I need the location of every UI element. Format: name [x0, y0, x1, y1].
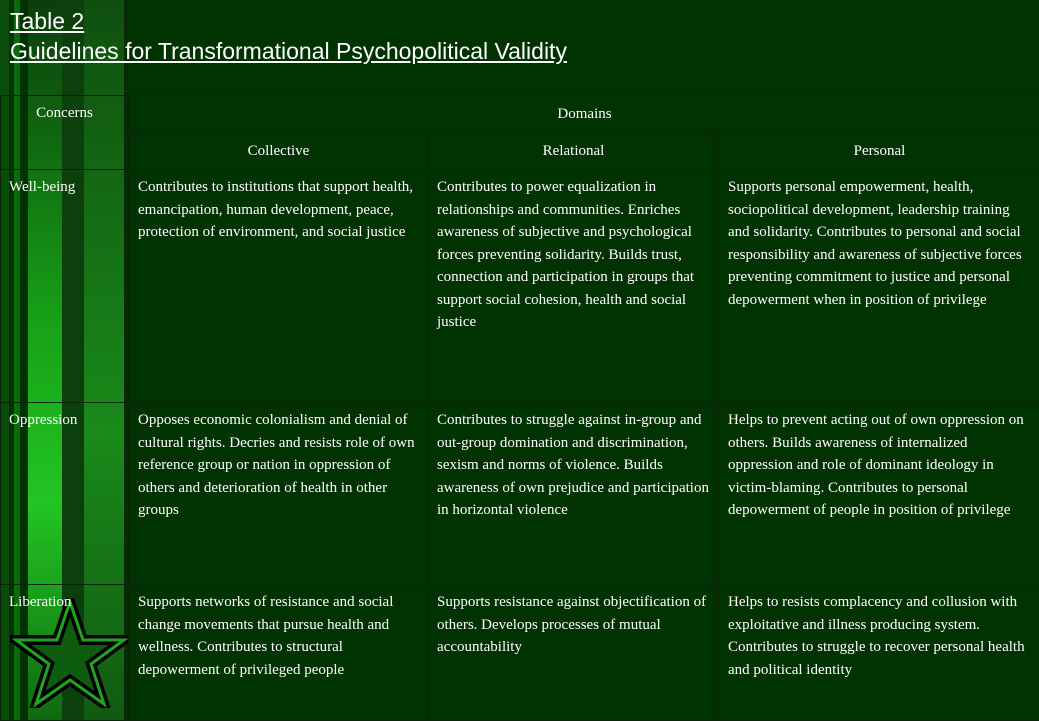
subheader-row — [1, 133, 1039, 170]
relational-cell: Supports resistance against objectification of others. Develops processes of mutual accountability — [428, 585, 719, 721]
header-personal: Personal — [719, 133, 1039, 170]
table-row — [1, 585, 1039, 721]
header-relational: Relational — [428, 133, 719, 170]
collective-cell: Contributes to institutions that support health, emancipation, human development, peace, protection of environment, and social justice — [129, 170, 428, 403]
concern-label: Well-being — [1, 170, 129, 403]
concern-label: Oppression — [1, 403, 129, 585]
concern-label: Liberation — [1, 585, 129, 721]
personal-cell: Supports personal empowerment, health, sociopolitical development, leadership training and solidarity. Contributes to personal and social responsibility and awareness of subjective forces preventing commitment to justice and personal depowerment when in position of privilege — [719, 170, 1039, 403]
header-collective: Collective — [129, 133, 428, 170]
table-number: Table 2 — [10, 6, 567, 36]
table-row — [1, 403, 1039, 585]
table-row — [1, 170, 1039, 403]
relational-cell: Contributes to power equalization in relationships and communities. Enriches awareness of subjective and psychological forces preventing solidarity. Builds trust, connection and participation in groups that support social cohesion, health and social justice — [428, 170, 719, 403]
slide-title — [10, 6, 567, 66]
header-domains: Domains — [129, 96, 1039, 133]
collective-cell: Opposes economic colonialism and denial of cultural rights. Decries and resists role of own reference group or nation in oppression of others and deterioration of health in other groups — [129, 403, 428, 585]
header-concerns: Concerns — [1, 96, 129, 170]
personal-cell: Helps to resists complacency and collusion with exploitative and illness producing system. Contributes to struggle to recover personal health and political identity — [719, 585, 1039, 721]
table-title: Guidelines for Transformational Psychopolitical Validity — [10, 36, 567, 66]
relational-cell: Contributes to struggle against in-group and out-group domination and discrimination, sexism and norms of violence. Builds awareness of own prejudice and participation in horizontal violence — [428, 403, 719, 585]
collective-cell: Supports networks of resistance and social change movements that pursue health and wellness. Contributes to structural depowerment of privileged people — [129, 585, 428, 721]
validity-table — [0, 95, 1039, 721]
header-row — [1, 96, 1039, 133]
personal-cell: Helps to prevent acting out of own oppression on others. Builds awareness of internalized oppression and role of dominant ideology in victim-blaming. Contributes to personal depowerment of people in position of privilege — [719, 403, 1039, 585]
